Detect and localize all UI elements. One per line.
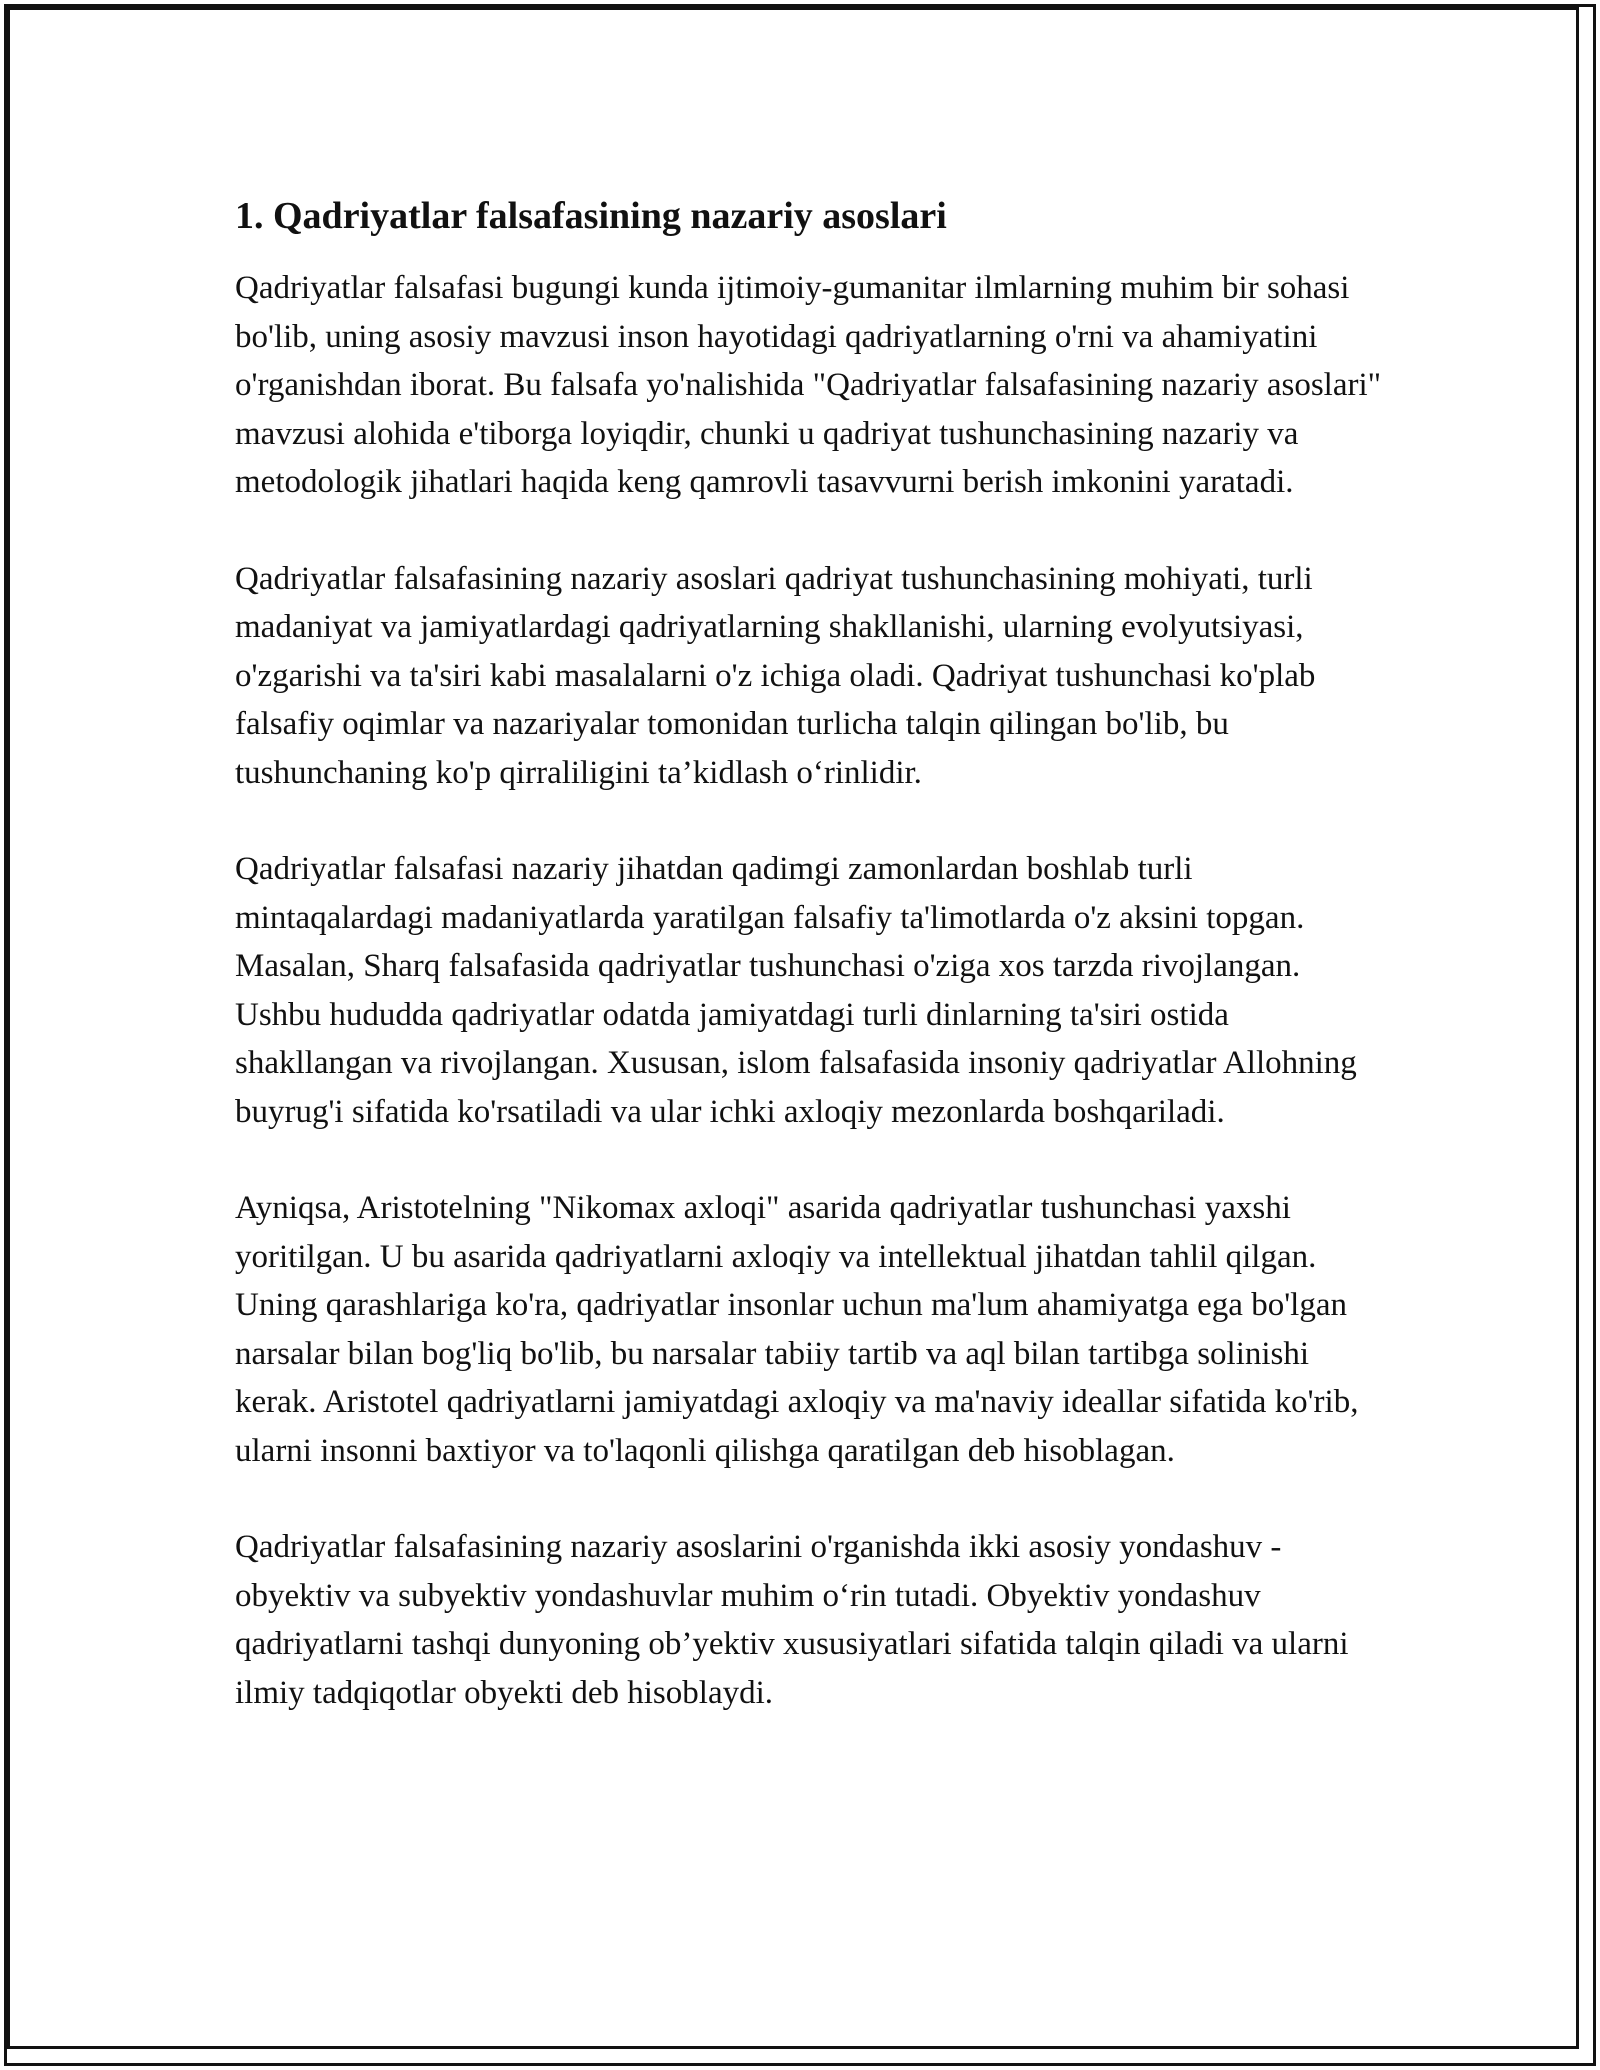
document-body [235,188,1385,1765]
paragraph-2: Qadriyatlar falsafasining nazariy asoslari qadriyat tushunchasining mohiyati, turli madaniyat va jamiyatlardagi qadriyatlarning shakllanishi, ularning evolyutsiyasi, o'zgarishi va ta'siri kabi masalalarni o'z ichiga oladi. Qadriyat tushunchasi ko'plab falsafiy oqimlar va nazariyalar tomonidan turlicha talqin qilingan bo'lib, bu tushunchaning ko'p qirraliligini ta’kidlash o‘rinlidir. [235,560,1316,791]
paragraph-5: Qadriyatlar falsafasining nazariy asoslarini o'rganishda ikki asosiy yondashuv - obyektiv va subyektiv yondashuvlar muhim o‘rin tutadi. Obyektiv yondashuv qadriyatlarni tashqi dunyoning ob’yektiv xususiyatlari sifatida talqin qiladi va ularni ilmiy tadqiqotlar obyekti deb hisoblaydi. [235,1529,1349,1711]
paragraph-1: Qadriyatlar falsafasi bugungi kunda ijtimoiy-gumanitar ilmlarning muhim bir sohasi bo'lib, uning asosiy mavzusi inson hayotidagi qadriyatlarning o'rni va ahamiyatini o'rganishdan iborat. Bu falsafa yo'nalishida "Qadriyatlar falsafasining nazariy asoslari" mavzusi alohida e'tiborga loyiqdir, chunki u qadriyat tushunchasining nazariy va metodologik jihatlari haqida keng qamrovli tasavvurni berish imkonini yaratadi. [235,270,1382,500]
paragraph-3: Qadriyatlar falsafasi nazariy jihatdan qadimgi zamonlardan boshlab turli mintaqalardagi madaniyatlarda yaratilgan falsafiy ta'limotlarda o'z aksini topgan. Masalan, Sharq falsafasida qadriyatlar tushunchasi o'ziga xos tarzda rivojlangan. Ushbu hududda qadriyatlar odatda jamiyatdagi turli dinlarning ta'siri ostida shakllangan va rivojlangan. Xususan, islom falsafasida insoniy qadriyatlar Allohning buyrug'i sifatida ko'rsatiladi va ular ichki axloqiy mezonlarda boshqariladi. [235,851,1357,1130]
paragraph-4: Ayniqsa, Aristotelning "Nikomax axloqi" asarida qadriyatlar tushunchasi yaxshi yoritilgan. U bu asarida qadriyatlarni axloqiy va intellektual jihatdan tahlil qilgan. Uning qarashlariga ko'ra, qadriyatlar insonlar uchun ma'lum ahamiyatga ega bo'lgan narsalar bilan bog'liq bo'lib, bu narsalar tabiiy tartib va aql bilan tartibga solinishi kerak. Aristotel qadriyatlarni jamiyatdagi axloqiy va ma'naviy ideallar sifatida ko'rib, ularni insonni baxtiyor va to'laqonli qilishga qaratilgan deb hisoblagan. [235,1190,1359,1469]
section-heading: 1. Qadriyatlar falsafasining nazariy asoslari [235,195,947,237]
